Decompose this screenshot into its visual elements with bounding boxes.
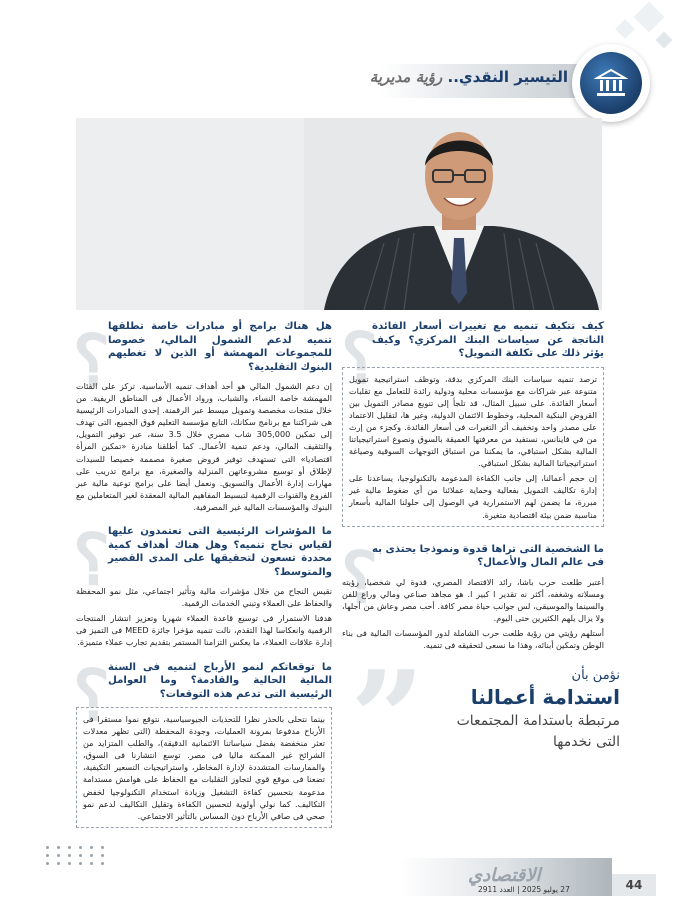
pull-quote-emphasis: استدامة أعمالنا xyxy=(470,685,620,709)
magazine-logo: الاقتصادي xyxy=(468,865,541,886)
section-badge xyxy=(572,44,650,122)
question-heading: ما الشخصية التى تراها قدوة ونموذجا يحتذى به فى عالم المال والأعمال؟ xyxy=(372,543,604,569)
pull-quote-line: التى نخدمها xyxy=(553,734,620,750)
question-heading: هل هناك برامج أو مبادرات خاصة تطلقها تنميه لدعم الشمول المالي، خصوصا للمجموعات المهمشة أو الذين لا تغطيهم البنوك التقليدية؟ xyxy=(108,321,332,373)
hero-title xyxy=(152,308,352,310)
page-footer xyxy=(0,858,678,902)
page-number: 44 xyxy=(612,874,656,896)
question-heading: كيف تتكيف تنميه مع تغييرات أسعار الفائدة الناتجة عن سياسات البنك المركزي؟ وكيف يؤثر ذلك على تكلفة التمويل؟ xyxy=(372,321,604,359)
question-mark-icon: ؟ xyxy=(340,317,378,400)
portrait-photo xyxy=(304,118,602,310)
left-column xyxy=(72,319,333,828)
section-accent: رؤية مديرية xyxy=(369,68,443,86)
answer-paragraph: بينما نتحلى بالحذر نظرا للتحديات الجيوسياسية، نتوقع نموا مستقرا فى الأرباح مدفوعا بمرونة العمليات، وجودة المحفظة (التى تظهر معدلات تعثر منخفضة بفضل سياساتنا الائتمانية الدقيقة)، والطلب المتزايد من الشرائح غير الممكنة ماليا فى مصر. توسع انتشارنا فى السوق، والممارسات المتشددة لإدارة المخاطر، واستراتيجيات التسعير التكيفية، تضعنا فى موقع قوي لتجاوز التقلبات مع الحفاظ على هوامش مستدامة مدعومة بتحسين كفاءة التشغيل وزيادة استخدام التكنولوجيا لخفض التكاليف. كما نولي أولوية لتحسين الكفاءة وتقليل التكاليف لدعم نمو صحي فى صافي الأرباح دون المساس بالتأثير الاجتماعي. xyxy=(76,707,332,828)
question-heading: ما المؤشرات الرئيسية التى تعتمدون عليها لقياس نجاح تنميه؟ وهل هناك أهداف كمية محددة تسعون لتحقيقها على المدى القصير والمتوسط؟ xyxy=(108,526,332,578)
pull-quote-line: نؤمن بأن xyxy=(571,668,620,683)
question-mark-icon: ؟ xyxy=(72,653,110,737)
answer-paragraph: أعتبر طلعت حرب باشا، رائد الاقتصاد المصري، قدوة لي شخصيا، رؤيته ومسلاته وشغفه، أكثر نه تقدير ا كبير ا. هو مجاهد صناعي ومالي وراع للفن والسينما والموسيقى، لس جوانب حياة مصر كافة. أحب مصر وعاش من أجلها، ولا يزال يلهم الكثيرين حتى اليوم. أستلهم رؤيتي من رؤية طلعت حرب الشاملة لدور المؤسسات المالية فى بناء الوطن وتمكين أبنائه، وهذا ما نسعى لتحقيقه فى تنميه. xyxy=(342,576,604,651)
section-title: التيسير النقدي.. رؤية مديرية xyxy=(369,68,568,86)
question-mark-icon: ؟ xyxy=(72,319,110,402)
hero-headline xyxy=(152,308,352,310)
question-heading: ما توقعاتكم لنمو الأرباح لتنميه فى السنة المالية الحالية والقادمة؟ وما العوامل الرئيسية التى تدعم هذه التوقعات؟ xyxy=(108,661,332,700)
answer-paragraph: نقيس النجاح من خلال مؤشرات مالية وتأثير اجتماعي، مثل نمو المحفظة والحفاظ على العملاء وتبني الخدمات الرقمية. هدفنا الاستمرار فى توسيع قاعدة العملاء شهريا وتعزيز انتشار المنتجات الرقمية وانعكاسا لهذا التقدم، نالت تنميه مؤخرا جائزة MEED فى التميز فى إدارة علاقات العملاء، ما يعكس التزامنا المستمر بتقديم تجارب عملاء متميزة. xyxy=(76,586,333,648)
bank-building-icon xyxy=(594,66,628,100)
issue-date: 27 يوليو 2025 | العدد 2911 xyxy=(478,885,570,894)
quote-mark-icon: ” xyxy=(350,642,425,795)
question-mark-icon: ؟ xyxy=(340,535,378,619)
answer-paragraph: ترصد تنميه سياسات البنك المركزي بدقة، وتوظف استراتيجية تمويل متنوعة عبر شراكات مع مؤسسات محلية ودولية رائدة للتعامل مع تقلبات أسعار الفائدة. على سبيل المثال، قد تلجأ إلى تنويع مصادر التمويل بين القروض البنكية المحلية، وخطوط الائتمان الدولية، وغير ها، لتقليل الاعتماد على مصدر واحد وتخفيف أثر التغيرات فى أسعار الفائدة. وكجزء من إرث من في فاينانس، نستفيد من معرفتها العميقة بالسوق ونصوغ استراتيجياتنا المالية بشكل استباقي، ما يمكننا من استباق التوجهات السوقية وصياغة استراتيجياتنا المالية بشكل استباقي. إن حجم أعمالنا، إلى جانب الكفاءة المدعومة بالتكنولوجيا، يساعدنا على إدارة تكاليف التمويل بفعالية وحماية عملائنا من أي ضغوط مالية غير مبررة، ما يضمن لهم الاستمرارية في الوصول إلى حلولنا المالية بأسعار مناسبة ضمن بيئة اقتصادية متغيرة. xyxy=(342,367,604,527)
pull-quote-line: مرتبطة باستدامة المجتمعات xyxy=(456,713,620,729)
hero-banner xyxy=(76,118,602,310)
answer-paragraph: إن دعم الشمول المالي هو أحد أهداف تنميه الأساسية. تركز على الفئات المهمشة خاصة النساء، والشباب، ورواد الأعمال فى المناطق الريفية. من خلال منتجات مخصصة وتمويل ميسط عبر الرقمنة. إحدى المبادرات الرئيسية هى شراكتنا مع برنامج سكانك، التابع مؤسسة التعليم فوق الجميع، التى تهدف إلى تمكين 305,000 شاب مصري خلال 3.5 سنة، عبر توفير التمويل، والتثقيف المالي، ودعم تنمية الأعمال. كما أطلقنا مبادرة «تمكين المرأة اقتصاديا» التى تستهدف توفير قروض صغيرة مصممة خصيصا للسيدات لإطلاق أو توسيع مشروعاتهن المنزلية والصغيرة، مع برامج تدريب على مهارات إدارة الأعمال والتسويق. ونعمل أيضا على برامج توعية مالية عبر الفروع والقنوات الرقمية لتبسيط المفاهيم المالية المعقدة لغير المتعاملين مع البنوك والمؤسسات المالية غير المصرفية. xyxy=(76,381,332,512)
right-column xyxy=(340,317,604,651)
question-mark-icon: ؟ xyxy=(72,518,110,602)
pull-quote xyxy=(350,642,620,795)
